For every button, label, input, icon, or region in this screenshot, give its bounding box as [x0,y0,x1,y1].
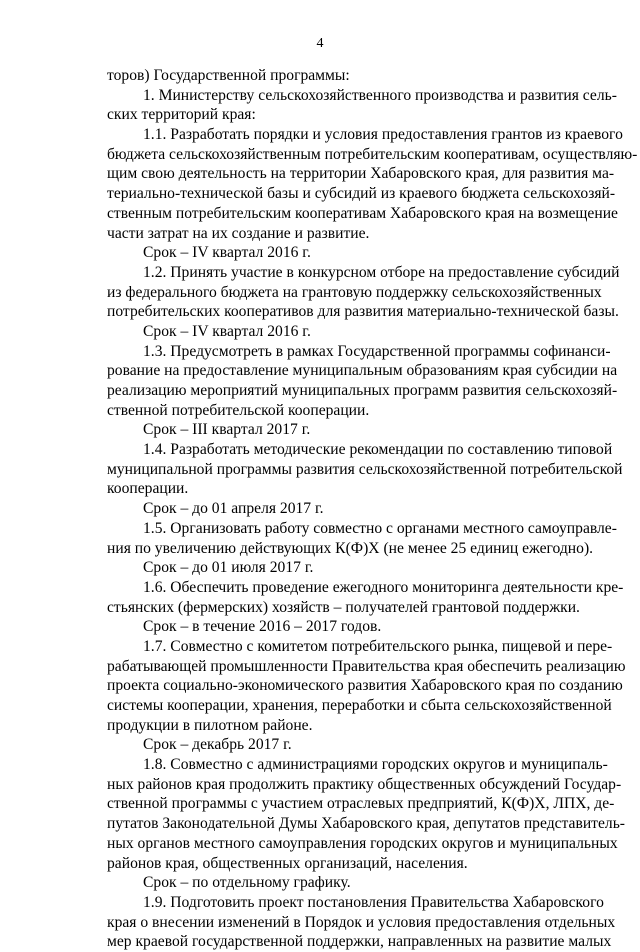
text-line: 1.7. Совместно с комитетом потребительского рынка, пищевой и пере- [143,637,613,655]
text-line: Срок – IV квартал 2016 г. [143,244,311,262]
text-line: Срок – по отдельному графику. [143,874,351,892]
text-line: 1.5. Организовать работу совместно с органами местного самоуправле- [143,519,617,537]
text-line: муниципальной программы развития сельскохозяйственной потребительской [107,460,623,478]
text-line: Срок – III квартал 2017 г. [143,421,311,439]
document-body [107,66,638,952]
page-number: 4 [316,36,324,51]
text-line: мер краевой государственной поддержки, направленных на развитие малых [107,933,612,951]
text-line: рабатывающей промышленности Правительства края обеспечить реализацию [107,657,626,675]
text-line: ных районов края продолжить практику общественных обсуждений Государ- [107,775,622,793]
text-line: 1.3. Предусмотреть в рамках Государственной программы софинанси- [143,342,611,360]
text-line: Срок – в течение 2016 – 2017 годов. [143,618,382,636]
text-line: 1.6. Обеспечить проведение ежегодного мониторинга деятельности кре- [143,578,624,596]
text-line: из федерального бюджета на грантовую поддержку сельскохозяйственных [107,283,602,301]
text-line: рование на предоставление муниципальным образованиям края субсидии на [107,362,618,380]
text-line: ских территорий края: [107,106,256,124]
text-line: 1. Министерству сельскохозяйственного производства и развития сель- [143,86,617,104]
text-line: системы кооперации, хранения, переработки и сбыта сельскохозяйственной [107,697,612,714]
text-line: части затрат на их создание и развитие. [107,224,370,242]
text-line: Срок – декабрь 2017 г. [143,736,292,754]
text-line: 1.9. Подготовить проект постановления Правительства Хабаровского [143,893,604,911]
text-line: кооперации. [107,480,189,498]
text-line: стьянских (фермерских) хозяйств – получателей грантовой поддержки. [107,598,580,616]
text-line: 1.8. Совместно с администрациями городских округов и муниципаль- [143,756,608,774]
text-line: края о внесении изменений в Порядок и условия предоставления отдельных [107,913,616,931]
text-line: териально-технической базы и субсидий из краевого бюджета сельскохозяй- [107,185,616,203]
text-line: реализацию мероприятий муниципальных программ развития сельскохозяй- [107,382,618,399]
text-line: ственной потребительской кооперации. [107,401,370,419]
text-line: ных органов местного самоуправления городских округов и муниципальных [107,834,618,852]
text-line: ния по увеличению действующих К(Ф)Х (не менее 25 единиц ежегодно). [107,539,594,557]
text-line: 1.1. Разработать порядки и условия предоставления грантов из краевого [143,126,623,144]
text-line: 1.4. Разработать методические рекомендации по составлению типовой [143,441,613,459]
text-line: бюджета сельскохозяйственным потребительским кооперативам, осуществляю- [107,145,638,163]
text-line: торов) Государственной программы: [107,67,350,84]
text-line: потребительских кооперативов для развития материально-технической базы. [107,303,619,321]
text-line: проекта социально-экономического развития Хабаровского края по созданию [107,677,623,695]
text-line: Срок – IV квартал 2016 г. [143,322,311,340]
text-line: щим свою деятельность на территории Хабаровского края, для развития ма- [107,165,615,183]
text-line: ственной программы с участием отраслевых предприятий, К(Ф)Х, ЛПХ, де- [107,795,615,813]
text-line: 1.2. Принять участие в конкурсном отборе на предоставление субсидий [143,263,620,281]
text-line: продукции в пилотном районе. [107,716,313,734]
text-line: районов края, общественных организаций, населения. [107,854,468,872]
text-line: путатов Законодательной Думы Хабаровского края, депутатов представитель- [107,815,626,833]
text-line: ственным потребительским кооперативам Хабаровского края на возмещение [107,204,618,222]
text-line: Срок – до 01 апреля 2017 г. [143,500,324,518]
text-line: Срок – до 01 июля 2017 г. [143,559,314,577]
